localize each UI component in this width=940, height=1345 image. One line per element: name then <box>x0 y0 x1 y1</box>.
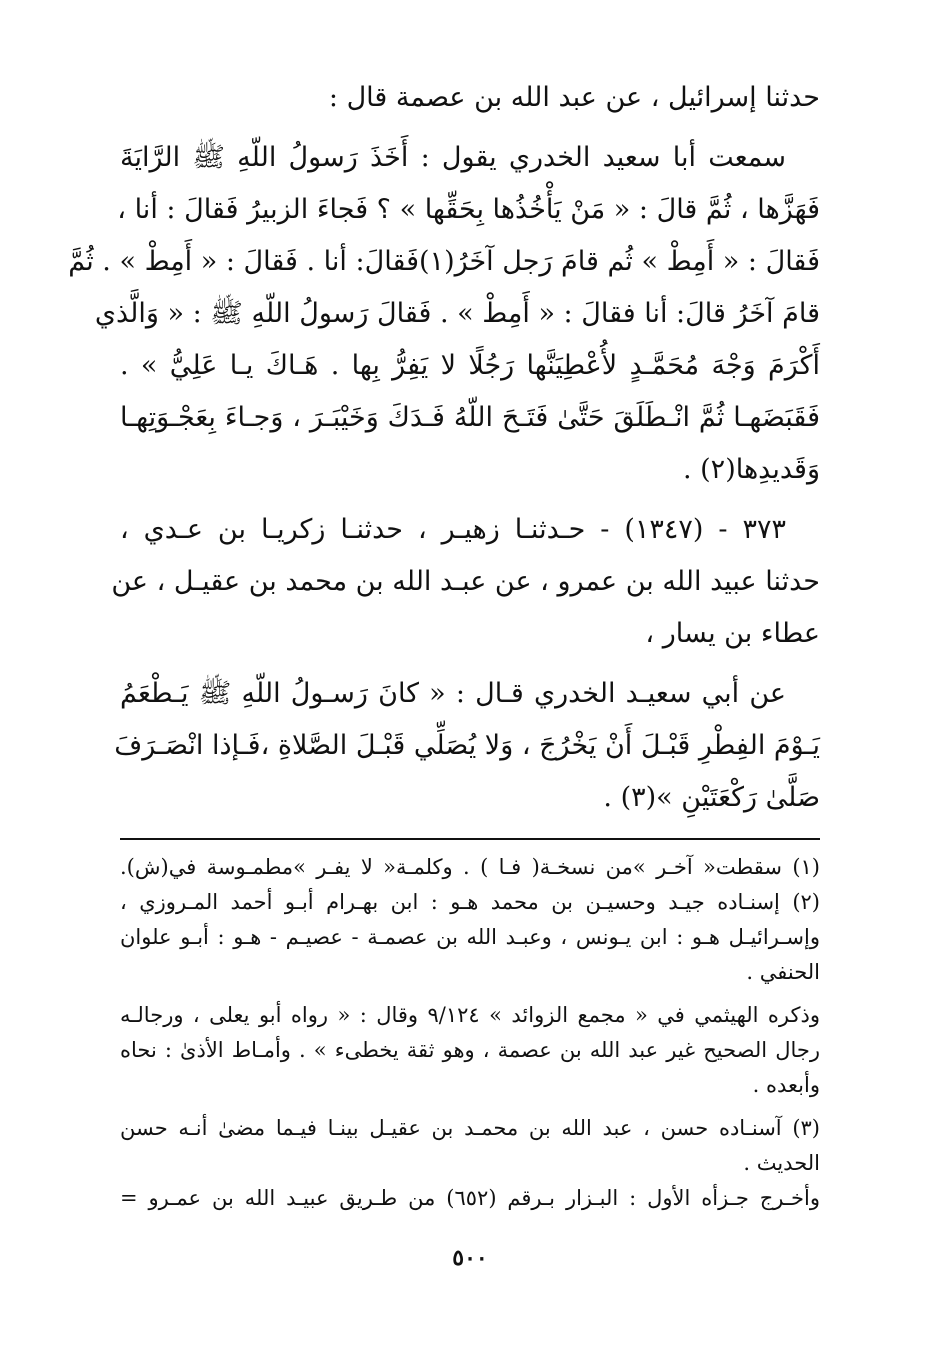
footnote-line: الحديث . <box>743 1151 820 1175</box>
text-line: عن أبي سعيـد الخدري قـال : « كانَ رَسـولُ اللّهِ ﷺ يَـطْعَمُ <box>120 678 786 709</box>
text-line: صَلَّىٰ رَكْعَتَيْنِ »(٣) . <box>603 782 820 813</box>
text-line: عطاء بن يسار ، <box>645 618 820 649</box>
footnote-line: وأبعده . <box>752 1073 820 1097</box>
main-text <box>68 78 820 830</box>
footnote-line: وأخـرج جـزأه الأول : البـزار بـرقم (٦٥٢) من طـريق عبيـد الله بن عمـرو = <box>120 1186 820 1210</box>
text-line: فَقالَ : « أَمِطْ » ثُم قامَ رَجل آخَرُ(١)فَقالَ: أنا . فَقالَ : « أَمِطْ » . ثُمَّ <box>68 246 820 277</box>
text-line: فَهَزَّها ، ثُمَّ قالَ : « مَنْ يَأْخُذُها بِحَقِّها » ؟ فَجاءَ الزبيرُ فَقالَ : أنا ، <box>117 194 820 225</box>
footnotes <box>120 852 820 1218</box>
footnote-divider <box>120 838 820 840</box>
text-line: يَـوْمَ الفِطْرِ قَبْـلَ أَنْ يَخْرُجَ ، وَلا يُصَلِّي قَبْـلَ الصَّلاةِ ،فَـإذا انْصَـرَفَ <box>114 730 820 761</box>
text-line: وَقَديدِها(٢) . <box>682 454 820 485</box>
footnote-line: (٢) إسنـاده جيـد وحسيـن بن محمد هـو : ابن بهـرام أبـو أحمد المـروزي ، <box>120 890 820 914</box>
footnote-line: الحنفي . <box>746 960 820 984</box>
text-line: قامَ آخَرُ قالَ: أنا فقالَ : « أَمِطْ » . فَقالَ رَسولُ اللّهِ ﷺ : « وَالَّذي <box>94 298 820 329</box>
hadith-heading: ٣٧٣ - (١٣٤٧) - حـدثنـا زهيـر ، حدثنـا زكريـا بن عـدي ، <box>120 514 786 545</box>
text-line: حدثنا إسرائيل ، عن عبد الله بن عصمة قال : <box>328 82 820 113</box>
footnote-line: وذكره الهيثمي في « مجمع الزوائد » ٩/١٢٤ وقال : « رواه أبو يعلى ، ورجالـه <box>120 1003 820 1027</box>
footnote-line: (٣) آسنـاده حسن ، عبد الله بن محمـد بن عقيـل بينـا فيـما مضىٰ أنـه حسن <box>120 1116 820 1140</box>
footnote-line: وإسـرائيـل هـو : ابن يـونس ، وعبـد الله بن عصمـة - عصيـم - هـو : أبـو علوان <box>120 925 820 949</box>
text-line: حدثنا عبيد الله بن عمرو ، عن عبـد الله بن محمد بن عقيـل ، عن <box>111 566 820 597</box>
page-number: ٥٠٠ <box>452 1245 488 1271</box>
text-line: فَقَبَضَهـا ثُمَّ انْـطَلَقَ حَتَّىٰ فَتَـحَ اللّهُ فَـدَكَ وَخَيْبَـرَ ، وَجـاءَ بِعَجْـوَتِهـا <box>120 402 820 433</box>
text-line: أَكْرَمَ وَجْهَ مُحَمَّـدٍ لأُعْطِيَنَّها رَجُلًا لا يَفِرُّ بِها . هَـاكَ يـا عَلِيُّ » . <box>120 350 820 381</box>
footnote-line: رجال الصحيح غير عبد الله بن عصمة ، وهو ثقة يخطىء » . وأمـاط الأذىٰ : نحاه <box>120 1038 820 1062</box>
text-line: سمعت أبا سعيد الخدري يقول : أَخَذَ رَسولُ اللّهِ ﷺ الرَّايَةَ <box>120 142 786 173</box>
footnote-line: (١) سقطت« آخـر »من نسخـة( فـا ) . وكلمـة« لا يفـر »مطمـوسة في(ش). <box>120 855 820 879</box>
